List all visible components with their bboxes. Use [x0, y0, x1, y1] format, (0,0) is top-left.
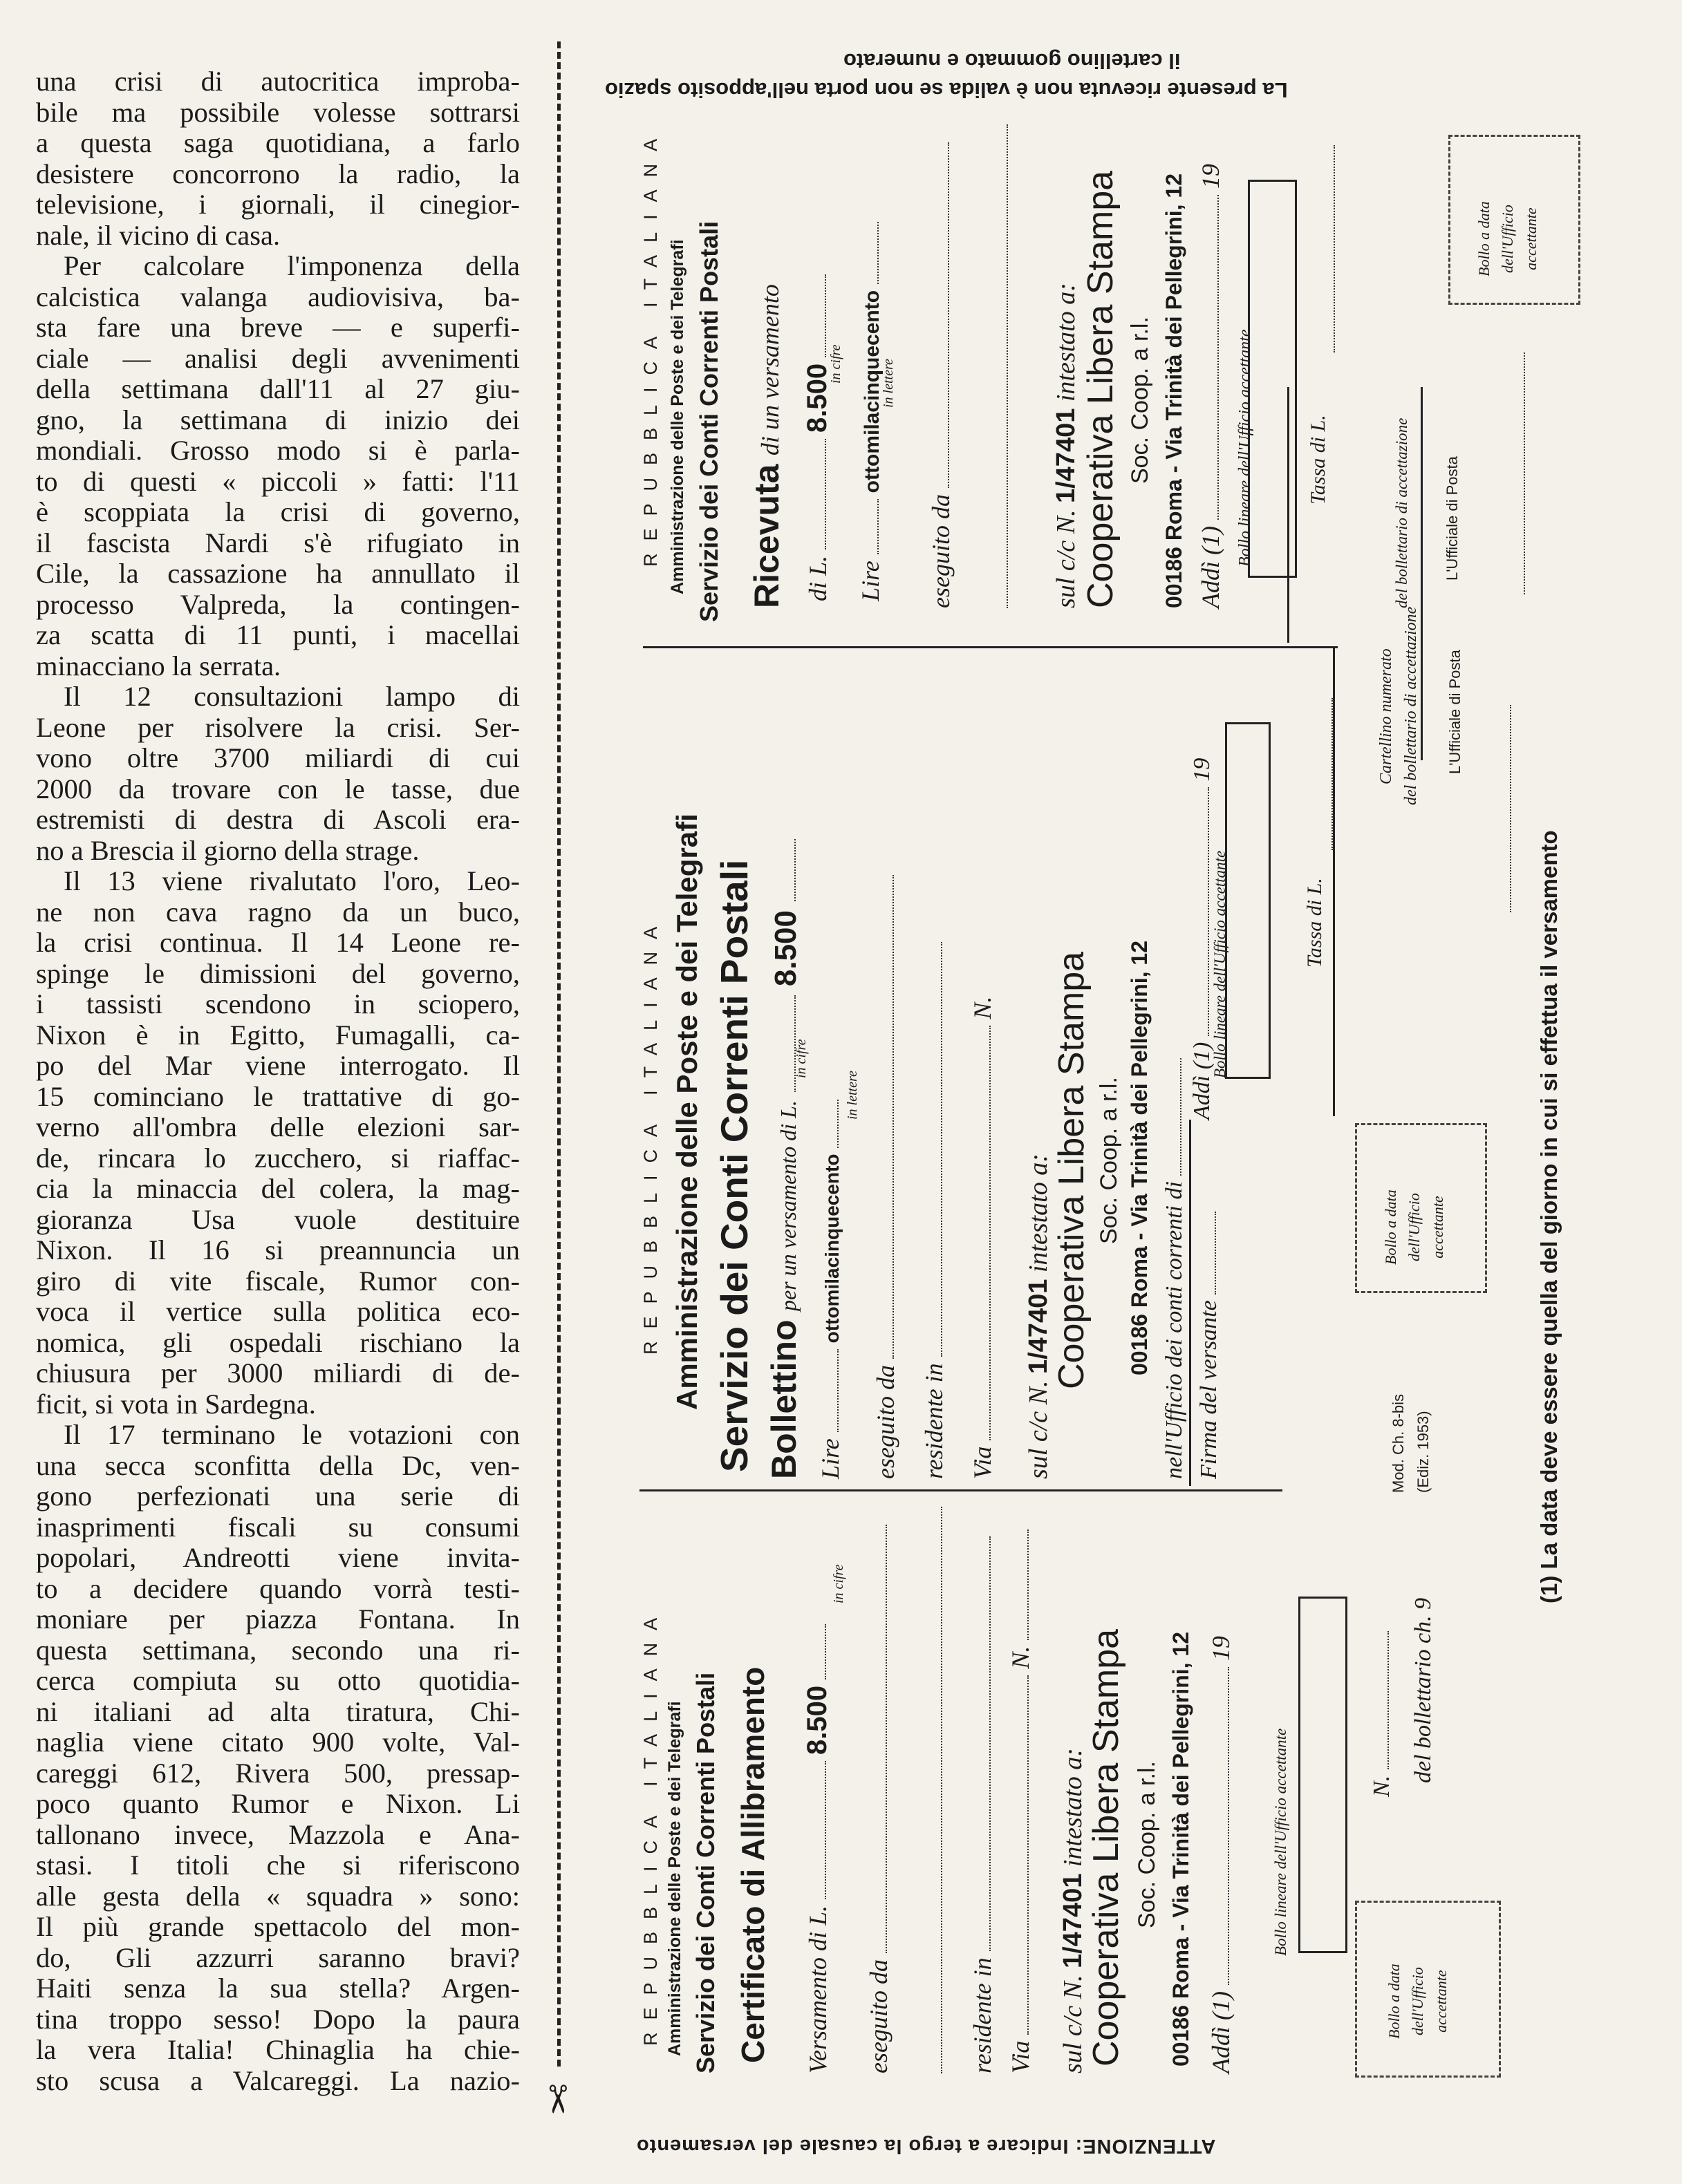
- article-line: i tassisti scendono in sciopero,: [36, 988, 520, 1019]
- bollettino-eseguito-line: [871, 875, 900, 1479]
- certificate-title: Certificato di Allibramento: [735, 1666, 771, 2063]
- article-line: tina troppo sesso! Dopo la paura: [36, 2003, 520, 2035]
- article-line: no a Brescia il giorno della strage.: [36, 834, 420, 866]
- receipt-tassa-line: [1307, 415, 1330, 505]
- bollettino-cc-label: sul c/c N.: [1024, 1380, 1053, 1479]
- certificate-residente: residente in: [969, 1957, 996, 2073]
- receipt-bollo-lineare: Bollo lineare dell'Ufficio accettante: [1236, 329, 1254, 567]
- bollettino-amount-words: ottomilacinquecento: [821, 1154, 843, 1344]
- certificate-amount: 8.500: [802, 1685, 832, 1755]
- receipt-amount: 8.500: [802, 363, 832, 433]
- receipt-payee: Cooperativa Libera Stampa: [1081, 170, 1121, 608]
- certificate-amount-line: [802, 1624, 833, 2073]
- receipt-addi-line: [1196, 164, 1225, 608]
- receipt-payee-sub: Soc. Coop. a r.l.: [1127, 317, 1153, 484]
- postal-form: [574, 0, 1682, 2184]
- article-line: Cile, la cassazione ha annullato il: [36, 558, 520, 589]
- article-line: una crisi di autocritica improba-: [36, 66, 520, 97]
- certificate-eseguito: eseguito da: [865, 1959, 893, 2073]
- certificate-via-line: [1006, 1529, 1035, 2073]
- receipt-date-stamp: Bollo a data dell'Ufficio accettante: [1475, 201, 1540, 276]
- article-line: Haiti senza la sua stella? Argen-: [36, 1973, 520, 2004]
- bollettino-title-line: [764, 840, 804, 1480]
- article-line: desistere concorrono la radio, la: [36, 158, 520, 189]
- form-divider-right: [1421, 387, 1423, 760]
- article-line: televisione, i giornali, il cinegior-: [36, 189, 520, 220]
- certificate-n-line: [1369, 1631, 1395, 1797]
- article-line: ficit, si vota in Sardegna.: [36, 1388, 316, 1420]
- receipt-in-lettere: in lettere: [881, 359, 896, 408]
- article-line: processo Valpreda, la contingen-: [36, 588, 520, 620]
- article-line: ni italiani ad alta tiratura, Chi-: [36, 1695, 520, 1727]
- article-line: Nixon. Il 16 si preannuncia un: [36, 1234, 520, 1265]
- receipt-address: 00186 Roma - Via Trinità dei Pellegrini, 12: [1161, 173, 1186, 608]
- article-line: cerca compiuta su otto quotidia-: [36, 1665, 520, 1696]
- article-line: a questa saga quotidiana, a farlo: [36, 127, 520, 158]
- bollettino-bollo-lineare: Bollo lineare dell'Ufficio accettante: [1211, 850, 1228, 1078]
- receipt-tassa-dots: [1317, 145, 1340, 352]
- receipt-eseguito-line: [926, 142, 955, 608]
- form-cartellino-2: del bollettario di accettazione: [1402, 606, 1420, 805]
- article-line: gioranza Usa vuole destituire: [36, 1203, 520, 1235]
- receipt-cc-number: 1/47401: [1052, 408, 1081, 504]
- article-line: to a decidere quando vorrà testi-: [36, 1572, 520, 1604]
- certificate-year: 19: [1207, 1636, 1235, 1661]
- receipt-administration: Amministrazione delle Poste e dei Telegrafi: [668, 239, 687, 594]
- bollettino-addi: Addì (1): [1189, 1042, 1215, 1120]
- section-divider-1: [643, 646, 1338, 648]
- article-text: [36, 66, 520, 2096]
- article-line: calcistica valanga audiovisiva, ba-: [36, 281, 520, 312]
- bollettino-via-line: [968, 997, 997, 1479]
- form-bottom-notice: ATTENZIONE: Indicare a tergo la causale del versamento: [636, 2135, 1216, 2157]
- article-line: alle gesta della « squadra » sono:: [36, 1880, 520, 1912]
- receipt-republic: REPUBBLICA ITALIANA: [640, 126, 661, 567]
- article-line: ne non cava ragno da un buco,: [36, 896, 520, 928]
- certificate-residente-line: [968, 1536, 997, 2073]
- bollettino-n: N.: [969, 996, 996, 1019]
- article-line: sta fare una breve — e superfi-: [36, 312, 520, 343]
- receipt-ufficiale: L'Ufficiale di Posta: [1443, 456, 1461, 581]
- certificate-address: 00186 Roma - Via Trinità dei Pellegrini, 12: [1168, 1631, 1193, 2067]
- bollettino-divider: [1189, 1120, 1191, 1486]
- certificate-addi-line: [1206, 1636, 1235, 2073]
- article-line: careggi 612, Rivera 500, pressap-: [36, 1757, 520, 1789]
- receipt-divider: [1287, 387, 1289, 643]
- article-line: Per calcolare l'imponenza della: [64, 250, 520, 281]
- form-model-code: [1386, 1394, 1436, 1493]
- article-line: della settimana dall'11 al 27 giu-: [36, 373, 520, 404]
- receipt-service: Servizio dei Conti Correnti Postali: [695, 220, 723, 622]
- bollettino-administration: Amministrazione delle Poste e dei Telegrafi: [671, 813, 703, 1410]
- receipt-in-cifre: in cifre: [828, 344, 843, 384]
- certificate-addi: Addì (1): [1207, 1991, 1235, 2073]
- certificate-in-cifre: in cifre: [831, 1564, 846, 1603]
- bollettino-payee-sub: Soc. Coop. a r.l.: [1096, 1077, 1122, 1244]
- certificate-bollo-lineare: Bollo lineare dell'Ufficio accettante: [1272, 1728, 1289, 1956]
- bollettino-in-cifre: in cifre: [794, 1039, 809, 1078]
- certificate-cc-label: sul c/c N.: [1058, 1975, 1087, 2073]
- form-edition: (Ediz. 1953): [1414, 1411, 1432, 1493]
- article-line: minacciano la serrata.: [36, 650, 281, 681]
- bollettino-amount: 8.500: [769, 910, 803, 987]
- certificate-date-stamp: Bollo a data dell'Ufficio accettante: [1385, 1964, 1450, 2039]
- bollettino-republic: REPUBBLICA ITALIANA: [640, 914, 661, 1355]
- bollettino-lire-line: [816, 1100, 845, 1479]
- bollettino-title: Bollettino: [765, 1319, 803, 1479]
- article-line: nomica, gli ospedali rischiano la: [36, 1326, 520, 1358]
- receipt-cc-label: sul c/c N.: [1052, 509, 1081, 608]
- article-line: stasi. I titoli che si riferiscono: [36, 1849, 520, 1881]
- article-line: naglia viene citato 900 volte, Val-: [36, 1726, 520, 1758]
- receipt-addi: Addì (1): [1197, 526, 1224, 608]
- certificate-cc-line: [1058, 1748, 1088, 2073]
- bollettino-cc-line: [1023, 1154, 1054, 1479]
- article-line: gno, la settimana di inizio dei: [36, 404, 520, 435]
- article-line: tallonano invece, Mazzola e Ana-: [36, 1818, 520, 1850]
- bollettino-year: 19: [1189, 757, 1215, 782]
- certificate-eseguito-line: [864, 1525, 893, 2073]
- article-line: Nixon è in Egitto, Fumagalli, ca-: [36, 1019, 520, 1051]
- certificate-administration: Amministrazione delle Poste e dei Telegrafi: [665, 1701, 684, 2056]
- bollettino-eseguito: eseguito da: [872, 1365, 899, 1479]
- form-date-footnote: (1) La data deve essere quella del giorno in cui si effettua il versamento: [1536, 830, 1562, 1603]
- article-line: giro di vite fiscale, Rumor con-: [36, 1265, 520, 1297]
- article-line: sto scusa a Valcareggi. La nazio-: [36, 2064, 520, 2096]
- certificate-n: N.: [1007, 1646, 1034, 1669]
- bollettino-ufficio-line: [1161, 1058, 1188, 1479]
- receipt-year: 19: [1197, 164, 1224, 189]
- article-line: bile ma possibile volesse sottrarsi: [36, 96, 520, 128]
- receipt-dotted-line: [985, 124, 1014, 608]
- article-line: nale, il vicino di casa.: [36, 219, 281, 251]
- receipt-title: Ricevuta: [747, 464, 786, 608]
- receipt-lire-line: [856, 222, 885, 601]
- article-line: poco quanto Rumor e Nixon. Li: [36, 1788, 520, 1819]
- form-top-notice: La presente ricevuta non è valida se non porta nell'apposito spazio: [605, 78, 1288, 102]
- article-line: Il 17 terminano le votazioni con: [64, 1419, 520, 1450]
- form-top-notice-2: il cartellino gommato e numerato: [843, 49, 1181, 73]
- article-line: ciale — analisi degli avvenimenti: [36, 342, 520, 374]
- certificate-intestato: intestato a:: [1058, 1748, 1087, 1867]
- receipt-subtitle: di un versamento: [756, 284, 784, 456]
- article-line: è scoppiata la crisi di governo,: [36, 496, 520, 527]
- article-line: 2000 da trovare con le tasse, due: [36, 773, 520, 804]
- certificate-via: Via: [1007, 2040, 1034, 2073]
- article-line: de, rincara lo zucchero, si riaffac-: [36, 1142, 520, 1174]
- receipt-tassa: Tassa di L.: [1307, 415, 1329, 505]
- certificate-bollo-box: [1298, 1597, 1347, 1953]
- bollettino-in-lettere: in lettere: [845, 1071, 860, 1120]
- article-line: Il 12 consultazioni lampo di: [64, 681, 520, 712]
- bollettino-subtitle: per un versamento di L.: [776, 1100, 801, 1311]
- article-line: questa settimana, secondo una ri-: [36, 1634, 520, 1666]
- article-line: za scatta di 11 punti, i macellai: [36, 619, 520, 650]
- form-cartellino-1: Cartellino numerato: [1377, 648, 1395, 784]
- certificate-dotted-line: [919, 1507, 949, 2073]
- article-line: la vera Italia! Chinaglia ha chie-: [36, 2034, 520, 2065]
- article-line: chiusura per 3000 miliardi di de-: [36, 1357, 520, 1388]
- receipt-bollo-box: [1248, 180, 1297, 578]
- article-line: voca il vertice sulla politica eco-: [36, 1296, 520, 1327]
- article-line: popolari, Andreotti viene invita-: [36, 1542, 520, 1573]
- receipt-di-l: di L.: [804, 555, 832, 601]
- article-line: la crisi continua. Il 14 Leone re-: [36, 927, 520, 958]
- receipt-amount-line: [802, 274, 833, 601]
- form-ufficiale-dots: [1493, 705, 1517, 912]
- article-line: spinge le dimissioni del governo,: [36, 957, 520, 989]
- certificate-payee: Cooperativa Libera Stampa: [1086, 1628, 1126, 2067]
- article-line: 15 cominciano le trattative di go-: [36, 1080, 520, 1112]
- receipt-cartellino: del bollettario di accettazione: [1393, 417, 1410, 608]
- article-line: una secca sconfitta della Dc, ven-: [36, 1449, 520, 1481]
- certificate-n2: N.: [1369, 1775, 1394, 1797]
- article-line: vono oltre 3700 miliardi di cui: [36, 742, 520, 773]
- article-line: verno all'ombra delle elezioni sar-: [36, 1111, 520, 1142]
- bollettino-firma: Firma del versante: [1196, 1300, 1222, 1479]
- bollettino-service: Servizio dei Conti Correnti Postali: [713, 859, 756, 1472]
- article-line: po del Mar viene interrogato. Il: [36, 1050, 520, 1081]
- certificate-cc-number: 1/47401: [1058, 1873, 1087, 1969]
- bollettino-residente: residente in: [920, 1363, 948, 1479]
- form-ufficiale: L'Ufficiale di Posta: [1446, 650, 1464, 774]
- article-line: Il più grande spettacolo del mon-: [36, 1911, 520, 1942]
- bollettino-intestato: intestato a:: [1024, 1154, 1053, 1273]
- bollettino-ufficio: nell'Ufficio dei conti correnti di: [1161, 1181, 1187, 1479]
- bollettino-tassa: Tassa di L.: [1303, 878, 1326, 968]
- certificate-service: Servizio dei Conti Correnti Postali: [691, 1672, 720, 2073]
- certificate-versamento: Versamento di L.: [804, 1905, 832, 2073]
- receipt-amount-words: ottomilacinquecento: [861, 290, 884, 493]
- bollettino-lire: Lire: [816, 1438, 844, 1479]
- article-line: mondiali. Grosso modo si è parla-: [36, 435, 520, 466]
- article-line: gono perfezionati una serie di: [36, 1480, 520, 1512]
- bollettino-residente-line: [919, 942, 949, 1479]
- article-line: estremisti di destra di Ascoli era-: [36, 804, 520, 835]
- bollettino-tassa-dots: [1315, 698, 1338, 850]
- receipt-title-line: [747, 284, 787, 608]
- receipt-cc-line: [1051, 283, 1081, 608]
- bollettino-firma-line: [1196, 1212, 1222, 1479]
- bollettino-payee: Cooperativa Libera Stampa: [1052, 951, 1092, 1389]
- article-line: do, Gli azzurri saranno bravi?: [36, 1941, 520, 1973]
- article-line: il fascista Nardi s'è rifugiato in: [36, 527, 520, 558]
- bollettino-address: 00186 Roma - Via Trinità dei Pellegrini, 12: [1127, 940, 1152, 1375]
- receipt-ufficiale-dots: [1507, 352, 1531, 594]
- form-mod: Mod. Ch. 8-bis: [1390, 1393, 1407, 1493]
- article-line: Leone per risolvere la crisi. Ser-: [36, 711, 520, 743]
- certificate-payee-sub: Soc. Coop. a r.l.: [1134, 1761, 1160, 1928]
- cut-line: [557, 41, 561, 2067]
- certificate-republic: REPUBBLICA ITALIANA: [640, 1605, 661, 2046]
- certificate-bollettario: del bollettario ch. 9: [1410, 1597, 1436, 1783]
- receipt-eseguito: eseguito da: [927, 494, 955, 608]
- article-line: Il 13 viene rivalutato l'oro, Leo-: [64, 865, 520, 896]
- bollettino-bollo-box: [1225, 722, 1271, 1079]
- receipt-intestato: intestato a:: [1052, 283, 1081, 402]
- scissors-icon: ✂: [534, 2083, 578, 2116]
- article-line: cia la minaccia del colera, la mag-: [36, 1173, 520, 1204]
- article-line: to di questi « piccoli » fatti: l'11: [36, 465, 520, 497]
- section-divider-2: [639, 1489, 1282, 1491]
- article-line: inasprimenti fiscali su consumi: [36, 1511, 520, 1543]
- receipt-lire: Lire: [857, 561, 884, 601]
- bollettino-cc-number: 1/47401: [1024, 1279, 1053, 1375]
- bollettino-via: Via: [969, 1446, 996, 1479]
- article-line: moniare per piazza Fontana. In: [36, 1603, 520, 1635]
- bollettino-date-stamp: Bollo a data dell'Ufficio accettante: [1382, 1189, 1446, 1265]
